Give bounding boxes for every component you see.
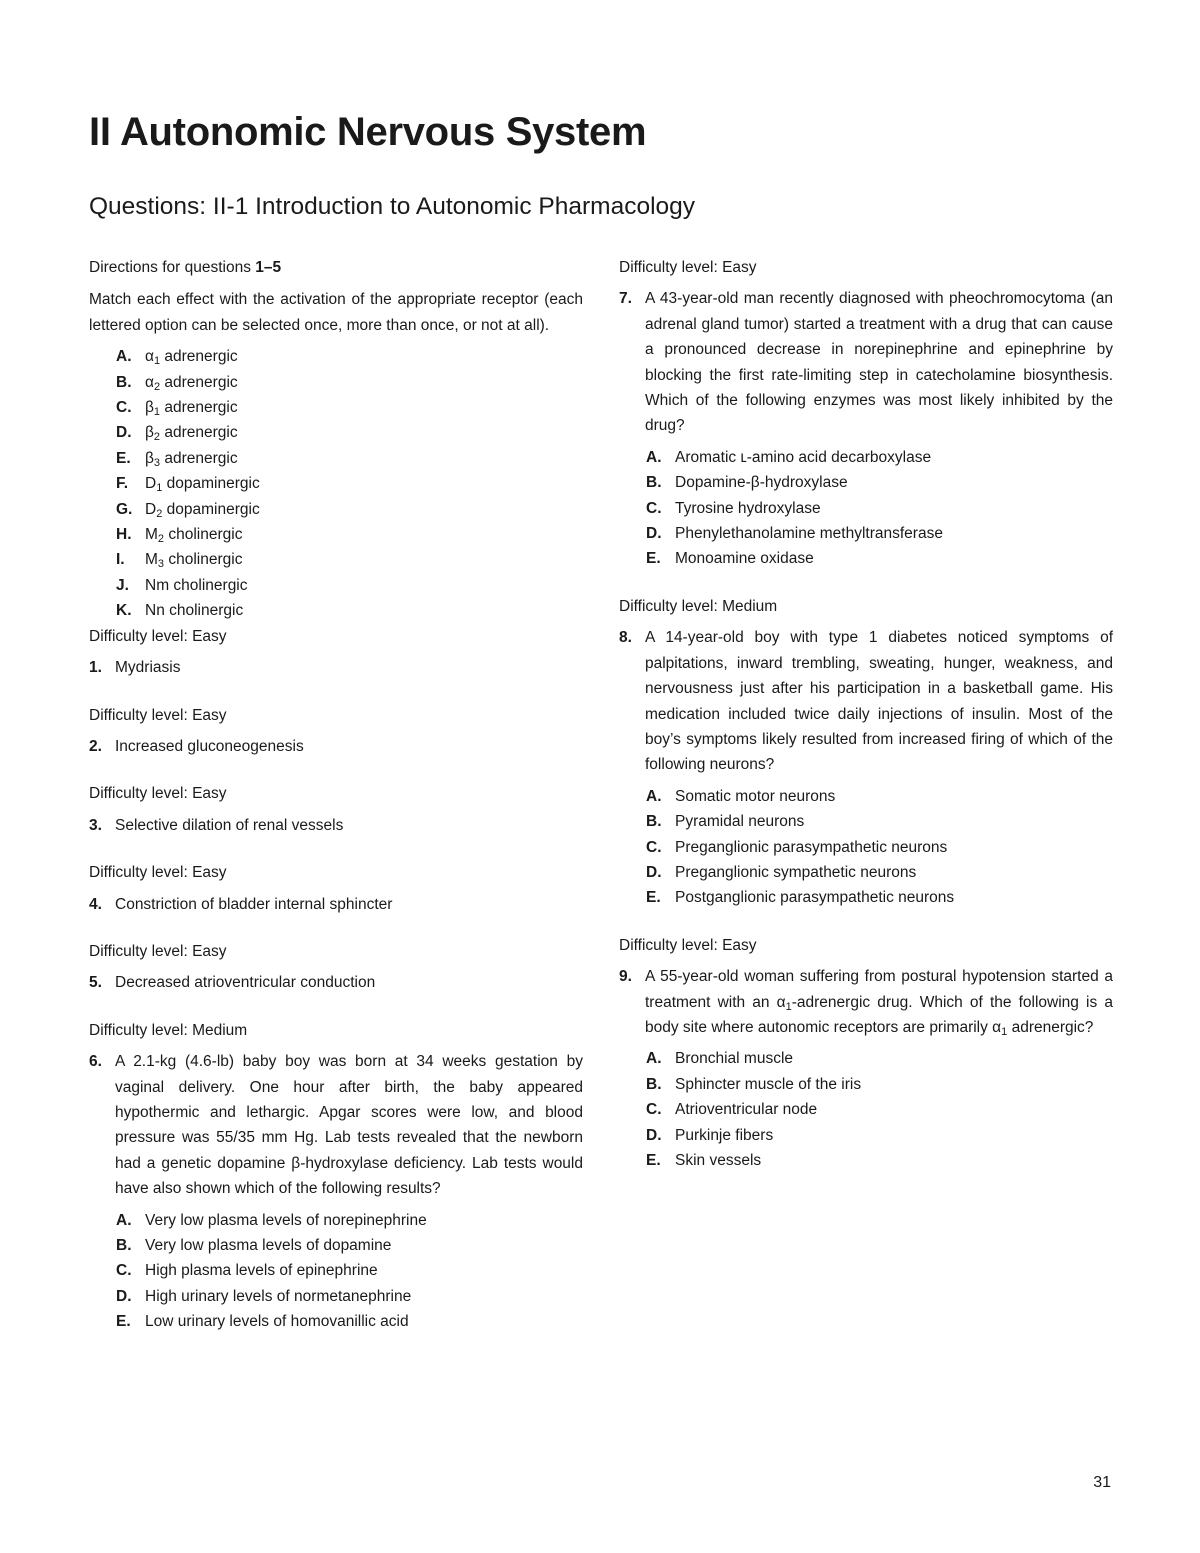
- option-letter: I.: [116, 551, 125, 569]
- option-text: Preganglionic parasympathetic neurons: [675, 838, 948, 856]
- answer-option: [646, 445, 1113, 470]
- option-letter: D.: [116, 1287, 132, 1305]
- subscript: 3: [153, 456, 161, 469]
- option-letter: D.: [646, 863, 662, 881]
- question-text: A 43-year-old man recently diagnosed with pheochromocytoma (an adrenal gland tumor) started a treatment with a drug that can cause a pronounced decrease in norepinephrine and epinephrine by blocking the first rate-limiting step in catecholamine biosynthesis. Which of the following enzymes was most likely inhibited by the drug?: [645, 290, 1113, 435]
- question-3: [89, 781, 583, 838]
- short-questions: [89, 624, 583, 996]
- question-text: Selective dilation of renal vessels: [115, 816, 344, 834]
- question-8: [619, 594, 1113, 911]
- subscript: 2: [153, 380, 161, 393]
- option-text-part: M: [145, 551, 158, 569]
- option-letter: D.: [646, 1126, 662, 1144]
- option-letter: K.: [116, 602, 132, 620]
- question-6: [89, 1018, 583, 1335]
- option-text-part: dopaminergic: [162, 500, 260, 518]
- receptor-option: [116, 420, 583, 445]
- option-text: Pyramidal neurons: [675, 813, 805, 831]
- option-text: [145, 420, 238, 445]
- option-text: [145, 497, 260, 522]
- option-text-part: β: [145, 449, 154, 467]
- question-stem: [619, 286, 1113, 438]
- option-text: [145, 446, 238, 471]
- receptor-option: [116, 522, 583, 547]
- option-letter: C.: [116, 1262, 132, 1280]
- right-column: [619, 255, 1113, 1195]
- answer-option: [646, 1123, 1113, 1148]
- directions: [89, 255, 583, 280]
- question-number: 6.: [89, 1053, 102, 1071]
- question-number: 9.: [619, 968, 632, 986]
- subscript: 1: [153, 406, 161, 419]
- option-text: Postganglionic parasympathetic neurons: [675, 889, 955, 907]
- answer-option: [116, 1309, 583, 1334]
- page-title: II Autonomic Nervous System: [89, 110, 647, 154]
- option-text: Aromatic ʟ-amino acid decarboxylase: [675, 448, 932, 466]
- option-letter: B.: [646, 1075, 662, 1093]
- subscript: 1: [785, 1000, 792, 1013]
- option-text-part: D: [145, 475, 157, 493]
- option-text: Sphincter muscle of the iris: [675, 1075, 862, 1093]
- question-7: [619, 255, 1113, 572]
- question-number: 2.: [89, 737, 102, 755]
- option-text-part: dopaminergic: [162, 475, 260, 493]
- receptor-option: [116, 370, 583, 395]
- question-number: 4.: [89, 895, 102, 913]
- option-text: Dopamine-β-hydroxylase: [675, 474, 848, 492]
- question-text-part: adrenergic?: [1007, 1018, 1094, 1036]
- receptor-option: [116, 471, 583, 496]
- option-letter: A.: [646, 787, 662, 805]
- option-text: [145, 547, 242, 572]
- answer-option: [646, 835, 1113, 860]
- option-text: [145, 471, 260, 496]
- difficulty-label: Difficulty level: Easy: [619, 936, 757, 954]
- question-number: 1.: [89, 659, 102, 677]
- option-text: High urinary levels of normetanephrine: [145, 1287, 412, 1305]
- difficulty-label: Difficulty level: Medium: [89, 1021, 248, 1039]
- option-text-part: Nm cholinergic: [145, 576, 248, 594]
- option-letter: E.: [116, 1313, 131, 1331]
- option-text-part: adrenergic: [160, 424, 238, 442]
- directions-range: 1–5: [255, 259, 282, 276]
- subscript: 2: [157, 533, 165, 546]
- answer-option: [646, 1072, 1113, 1097]
- question-stem: [89, 1049, 583, 1201]
- subscript: 1: [156, 482, 163, 495]
- subscript: 2: [153, 431, 161, 444]
- receptor-option: [116, 344, 583, 369]
- question-2: [89, 703, 583, 760]
- answer-options: [619, 445, 1113, 572]
- answer-option: [646, 470, 1113, 495]
- subscript: 2: [156, 507, 163, 520]
- option-text: Very low plasma levels of dopamine: [145, 1237, 392, 1254]
- option-text: [145, 573, 248, 598]
- question-text: A 14-year-old boy with type 1 diabetes noticed symptoms of palpitations, inward trembling, sweating, hunger, weakness, and nervousness just after his participation in a basketball game. His medication included twice daily injections of insulin. Most of the boy’s symptoms likely resulted from increased firing of which of the following neurons?: [645, 629, 1113, 774]
- option-letter: D.: [646, 525, 662, 543]
- option-text: [145, 395, 238, 420]
- option-text-part: β: [145, 424, 154, 442]
- option-text: Atrioventricular node: [675, 1101, 818, 1119]
- question-stem: [619, 625, 1113, 777]
- difficulty-label: Difficulty level: Medium: [619, 597, 778, 615]
- question-9: [619, 933, 1113, 1174]
- page-number: 31: [1093, 1474, 1111, 1491]
- question-text: [645, 964, 1113, 1040]
- option-letter: B.: [646, 813, 662, 831]
- match-instruction: Match each effect with the activation of the appropriate receptor (each lettered option can be selected once, more than once, or not at all).: [89, 291, 583, 334]
- answer-option: [646, 521, 1113, 546]
- question-text: Mydriasis: [115, 659, 181, 677]
- answer-option: [646, 809, 1113, 834]
- receptor-option: [116, 573, 583, 598]
- option-letter: B.: [116, 373, 132, 391]
- option-text-part: M: [145, 526, 158, 544]
- answer-option: [116, 1233, 583, 1258]
- answer-option: [646, 496, 1113, 521]
- option-letter: G.: [116, 500, 133, 518]
- option-letter: H.: [116, 526, 132, 544]
- question-text-part: A 55-year-old woman suffering from postural hypotension started a treatment with an α: [645, 968, 1113, 1011]
- question-number: 5.: [89, 974, 102, 992]
- answer-option: [646, 860, 1113, 885]
- option-letter: E.: [116, 449, 131, 467]
- option-text: Very low plasma levels of norepinephrine: [145, 1211, 427, 1229]
- answer-option: [646, 1046, 1113, 1071]
- option-letter: E.: [646, 550, 661, 568]
- difficulty-label: Difficulty level: Easy: [89, 706, 227, 724]
- option-text: Preganglionic sympathetic neurons: [675, 863, 917, 881]
- difficulty-label: Difficulty level: Easy: [89, 627, 227, 645]
- question-5: [89, 939, 583, 996]
- question-stem: [89, 734, 583, 759]
- answer-options: [89, 1208, 583, 1335]
- question-4: [89, 860, 583, 917]
- subscript: 3: [157, 558, 165, 571]
- option-text-part: cholinergic: [164, 551, 243, 569]
- option-letter: C.: [646, 1101, 662, 1119]
- option-text-part: Nn cholinergic: [145, 602, 244, 620]
- subscript: 1: [153, 355, 161, 368]
- option-text: High plasma levels of epinephrine: [145, 1262, 378, 1280]
- option-letter: B.: [646, 474, 662, 492]
- option-text: [145, 522, 242, 547]
- option-text-part: α: [145, 348, 154, 366]
- question-stem: [89, 655, 583, 680]
- receptor-option: [116, 395, 583, 420]
- question-stem: [89, 970, 583, 995]
- answer-option: [646, 784, 1113, 809]
- difficulty-label: Difficulty level: Easy: [619, 259, 757, 276]
- question-number: 7.: [619, 290, 632, 308]
- option-letter: A.: [116, 1211, 132, 1229]
- question-number: 8.: [619, 629, 632, 647]
- option-letter: A.: [646, 448, 662, 466]
- receptor-option: [116, 497, 583, 522]
- question-stem: [89, 892, 583, 917]
- question-1: [89, 624, 583, 681]
- option-letter: B.: [116, 1237, 132, 1254]
- option-text: Somatic motor neurons: [675, 787, 836, 805]
- receptor-options: [89, 344, 583, 623]
- answer-option: [646, 1097, 1113, 1122]
- option-text: Bronchial muscle: [675, 1050, 794, 1068]
- section-title: Questions: II-1 Introduction to Autonomic Pharmacology: [89, 193, 696, 220]
- option-text: Purkinje fibers: [675, 1126, 774, 1144]
- answer-option: [116, 1284, 583, 1309]
- option-letter: E.: [646, 889, 661, 907]
- directions-prefix: Directions for questions: [89, 259, 256, 276]
- option-letter: D.: [116, 424, 132, 442]
- question-text: Decreased atrioventricular conduction: [115, 974, 376, 992]
- option-text: [145, 344, 238, 369]
- question-stem: [89, 813, 583, 838]
- receptor-option: [116, 598, 583, 623]
- option-text: Phenylethanolamine methyltransferase: [675, 525, 943, 543]
- option-text-part: adrenergic: [160, 348, 238, 366]
- question-number: 3.: [89, 816, 102, 834]
- question-text: Constriction of bladder internal sphincter: [115, 895, 393, 913]
- option-text-part: D: [145, 500, 157, 518]
- option-letter: A.: [116, 348, 132, 366]
- question-stem: [619, 964, 1113, 1040]
- option-letter: A.: [646, 1050, 662, 1068]
- option-text-part: adrenergic: [160, 399, 238, 417]
- option-letter: C.: [646, 838, 662, 856]
- question-text-part: -adrenergic drug. Which of the following is a body site where autonomic receptors are primarily α: [645, 993, 1113, 1036]
- answer-option: [646, 1148, 1113, 1173]
- option-text: Skin vessels: [675, 1152, 762, 1169]
- option-letter: J.: [116, 576, 129, 594]
- answer-option: [646, 885, 1113, 910]
- option-letter: E.: [646, 1152, 661, 1169]
- option-text: [145, 598, 243, 623]
- left-column: [89, 255, 583, 1357]
- option-letter: C.: [116, 399, 132, 417]
- answer-option: [116, 1208, 583, 1233]
- answer-option: [116, 1258, 583, 1283]
- option-text-part: α: [145, 373, 154, 391]
- option-text: Low urinary levels of homovanillic acid: [145, 1313, 409, 1331]
- question-text: Increased gluconeogenesis: [115, 737, 304, 755]
- answer-options: [619, 784, 1113, 911]
- option-text-part: β: [145, 399, 154, 417]
- option-letter: F.: [116, 475, 129, 493]
- option-text: Monoamine oxidase: [675, 550, 814, 568]
- answer-options: [619, 1046, 1113, 1173]
- difficulty-label: Difficulty level: Easy: [89, 864, 227, 882]
- option-letter: C.: [646, 499, 662, 517]
- question-text: A 2.1-kg (4.6-lb) baby boy was born at 34 weeks gestation by vaginal delivery. One hour after birth, the baby appeared hypothermic and lethargic. Apgar scores were low, and blood pressure was 55/35 mm Hg. Lab tests revealed that the newborn had a genetic dopamine β-hydroxylase deficiency. Lab tests would have also shown which of the following results?: [115, 1053, 583, 1198]
- answer-option: [646, 546, 1113, 571]
- receptor-option: [116, 446, 583, 471]
- difficulty-label: Difficulty level: Easy: [89, 942, 227, 960]
- difficulty-label: Difficulty level: Easy: [89, 785, 227, 803]
- option-text-part: cholinergic: [164, 526, 243, 544]
- receptor-option: [116, 547, 583, 572]
- subscript: 1: [1001, 1025, 1008, 1038]
- option-text: [145, 370, 238, 395]
- option-text-part: adrenergic: [160, 373, 238, 391]
- option-text-part: adrenergic: [160, 449, 238, 467]
- option-text: Tyrosine hydroxylase: [675, 499, 821, 517]
